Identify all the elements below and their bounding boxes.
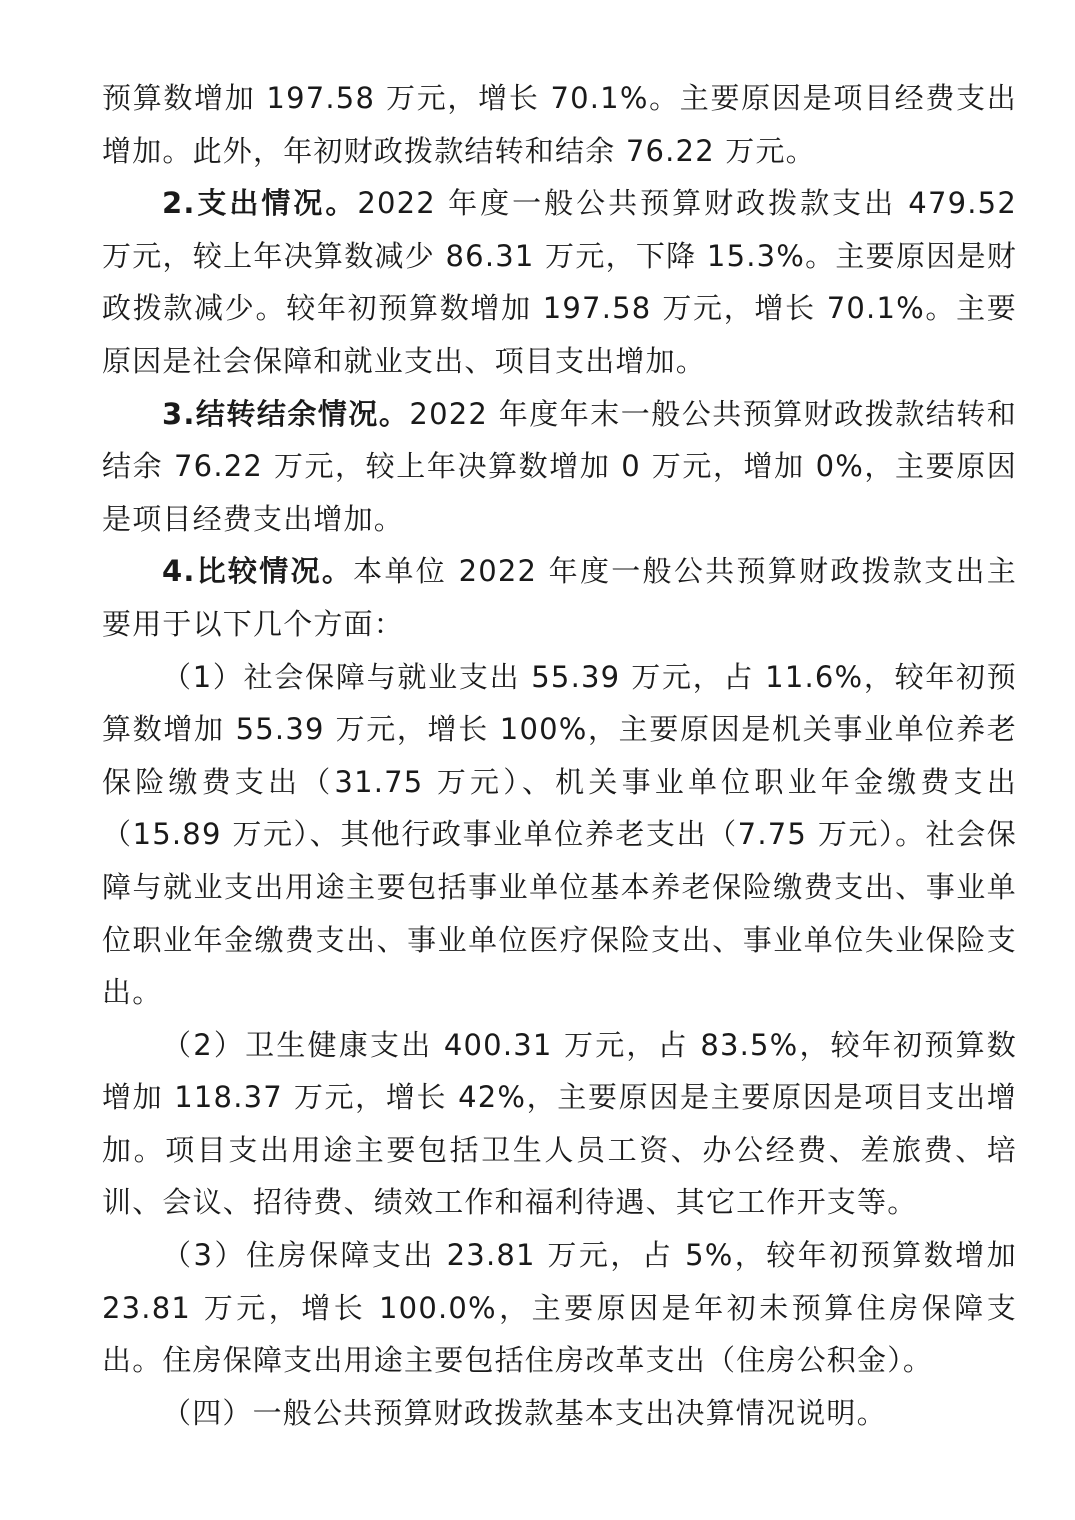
paragraph-expense [102,177,1017,387]
paragraph-text: 本单位 2022 年度一般公共预算财政拨款支出主要用于以下几个方面： [102,554,1017,641]
document-body [102,72,1017,1439]
paragraph-text: （3）住房保障支出 23.81 万元，占 5%，较年初预算数增加 23.81 万元，增长 100.0%，主要原因是年初未预算住房保障支出。住房保障支出用途主要包括住房改革支出（住房公积金）。 [102,1238,1017,1378]
paragraph-item-social-security [102,651,1017,1019]
paragraph-text: 预算数增加 197.58 万元，增长 70.1%。主要原因是项目经费支出增加。此外，年初财政拨款结转和结余 76.22 万元。 [102,81,1017,168]
paragraph-item-health [102,1019,1017,1229]
paragraph-text: （2）卫生健康支出 400.31 万元，占 83.5%，较年初预算数增加 118.37 万元，增长 42%，主要原因是主要原因是项目支出增加。项目支出用途主要包括卫生人员工资、办公经费、差旅费、培训、会议、招待费、绩效工作和福利待遇、其它工作开支等。 [102,1027,1017,1220]
paragraph-text: 2022 年度年末一般公共预算财政拨款结转和结余 76.22 万元，较上年决算数增加 0 万元，增加 0%，主要原因是项目经费支出增加。 [102,396,1017,536]
paragraph-section-four [102,1387,1017,1440]
section-title-four: （四）一般公共预算财政拨款基本支出决算情况说明。 [162,1395,887,1430]
paragraph-text: （1）社会保障与就业支出 55.39 万元，占 11.6%，较年初预算数增加 55.39 万元，增长 100%，主要原因是机关事业单位养老保险缴费支出（31.75 万元）、机关事业单位职业年金缴费支出（15.89 万元）、其他行政事业单位养老支出（7.75 万元）。社会保障与就业支出用途主要包括事业单位基本养老保险缴费支出、事业单位职业年金缴费支出、事业单位医疗保险支出、事业单位失业保险支出。 [102,659,1017,1010]
paragraph-text: 2022 年度一般公共预算财政拨款支出 479.52 万元，较上年决算数减少 86.31 万元，下降 15.3%。主要原因是财政拨款减少。较年初预算数增加 197.58 万元，增长 70.1%。主要原因是社会保障和就业支出、项目支出增加。 [102,186,1017,378]
paragraph-carryover [102,388,1017,546]
paragraph-comparison [102,545,1017,650]
paragraph-item-housing [102,1229,1017,1387]
section-heading-carryover: 3.结转结余情况。 [162,396,410,431]
section-heading-expense: 2.支出情况。 [162,186,358,221]
paragraph-income-continued [102,72,1017,177]
section-heading-comparison: 4.比较情况。 [162,554,354,589]
